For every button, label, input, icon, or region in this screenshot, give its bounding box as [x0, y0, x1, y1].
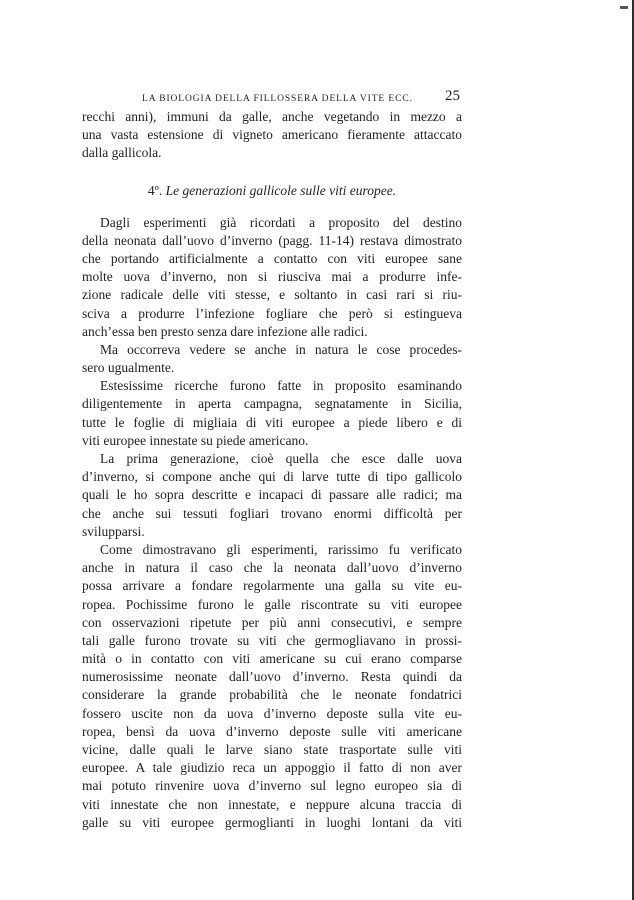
text-line: molte uova d’inverno, non si riusciva mai a produrre infe- [82, 269, 462, 285]
text-line: anche in natura il caso che la neonata dall’uovo d’inverno [82, 560, 462, 576]
text-line: ropea. Pochissime furono le galle riscontrate su viti europee [82, 596, 462, 612]
text-line: viti innestate che non innestate, e neppure alcuna traccia di [82, 796, 462, 812]
text-line: della neonata dall’uovo d’inverno (pagg. 11-14) restava dimostrato [82, 232, 462, 248]
text-line: vicine, dalle quali le larve siano state trasportate sulle viti [82, 742, 462, 757]
text-line: europee. A tale giudizio reca un appoggio il fatto di non aver [82, 760, 462, 776]
text-line: anch’essa ben presto senza dare infezione alle radici. [82, 323, 368, 339]
text-line: con osservazioni ripetute per più anni consecutivi, e sempre [82, 614, 462, 630]
text-line: una vasta estensione di vigneto americano fieramente attaccato [82, 127, 462, 143]
page-number: 25 [445, 88, 460, 104]
text-line: zione radicale delle viti stesse, e soltanto in casi rari si riu- [82, 287, 462, 303]
text-line: numerosissime neonate dall’uovo d’inverno. Resta quindi da [82, 669, 462, 685]
paragraph [82, 214, 462, 341]
text-line: diligentemente in aperta campagna, segnatamente in Sicilia, [82, 396, 462, 412]
text-line: svilupparsi. [82, 523, 145, 539]
text-line: tali galle furono trovate su viti che germogliavano in prossi- [82, 632, 462, 648]
text-line: Come dimostravano gli esperimenti, rarissimo fu verificato [100, 541, 462, 557]
paragraph [82, 450, 462, 541]
text-line: fossero uscite non da uova d’inverno deposte sulla vite eu- [82, 705, 462, 721]
text-line: mità o in contatto con viti americane su cui erano comparse [82, 651, 462, 667]
text-line: sciva a produrre l’infezione fogliare che però si estingueva [82, 305, 462, 321]
section-heading [82, 182, 462, 200]
text-line: che portando artificialmente a contatto con viti europee sane [82, 250, 462, 266]
text-line: recchi anni), immuni da galle, anche vegetando in mezzo a [82, 109, 462, 124]
section-title: Le generazioni gallicole sulle viti europee. [165, 182, 397, 198]
running-head [82, 86, 462, 108]
paragraph [82, 377, 462, 450]
text-line: dalla gallicola. [82, 145, 162, 161]
section-number: 4º. [147, 182, 163, 198]
text-line: viti europee innestate su piede americano. [82, 432, 309, 448]
text-line: considerare la grande probabilità che le neonate fondatrici [82, 687, 462, 703]
book-page [82, 86, 462, 832]
text-line: possa arrivare a fondare regolarmente una galla su vite eu- [82, 578, 462, 594]
text-line: tutte le foglie di migliaia di viti europee a piede libero e di [82, 414, 462, 430]
text-line: quali le ho sopra descritte e incapaci di passare alle radici; ma [82, 487, 462, 503]
text-line: sero ugualmente. [82, 360, 175, 376]
text-line: Dagli esperimenti già ricordati a proposito del destino [100, 214, 462, 230]
text-line: mai potuto rinvenire uova d’inverno sul legno europeo sia di [82, 778, 462, 794]
text-line: galle su viti europee germoglianti in luoghi lontani da viti [82, 814, 462, 830]
running-title: LA BIOLOGIA DELLA FILLOSSERA DELLA VITE ECC. [142, 94, 413, 104]
paragraph [82, 541, 462, 832]
text-line: che anche sui tessuti fogliari trovano enormi difficoltà per [82, 505, 462, 521]
text-line: Ma occorreva vedere se anche in natura le cose procedes- [100, 341, 462, 357]
paragraph [82, 341, 462, 377]
scan-corner-mark [620, 6, 628, 9]
text-line: d’inverno, si compone anche qui di larve tutte di tipo gallicolo [82, 469, 462, 485]
text-line: La prima generazione, cioè quella che esce dalle uova [100, 451, 462, 466]
intro-paragraph [82, 108, 462, 163]
text-line: ropea, bensì da uova d’inverno deposte sulle viti americane [82, 723, 462, 739]
text-line: Estesissime ricerche furono fatte in proposito esaminando [100, 378, 462, 394]
